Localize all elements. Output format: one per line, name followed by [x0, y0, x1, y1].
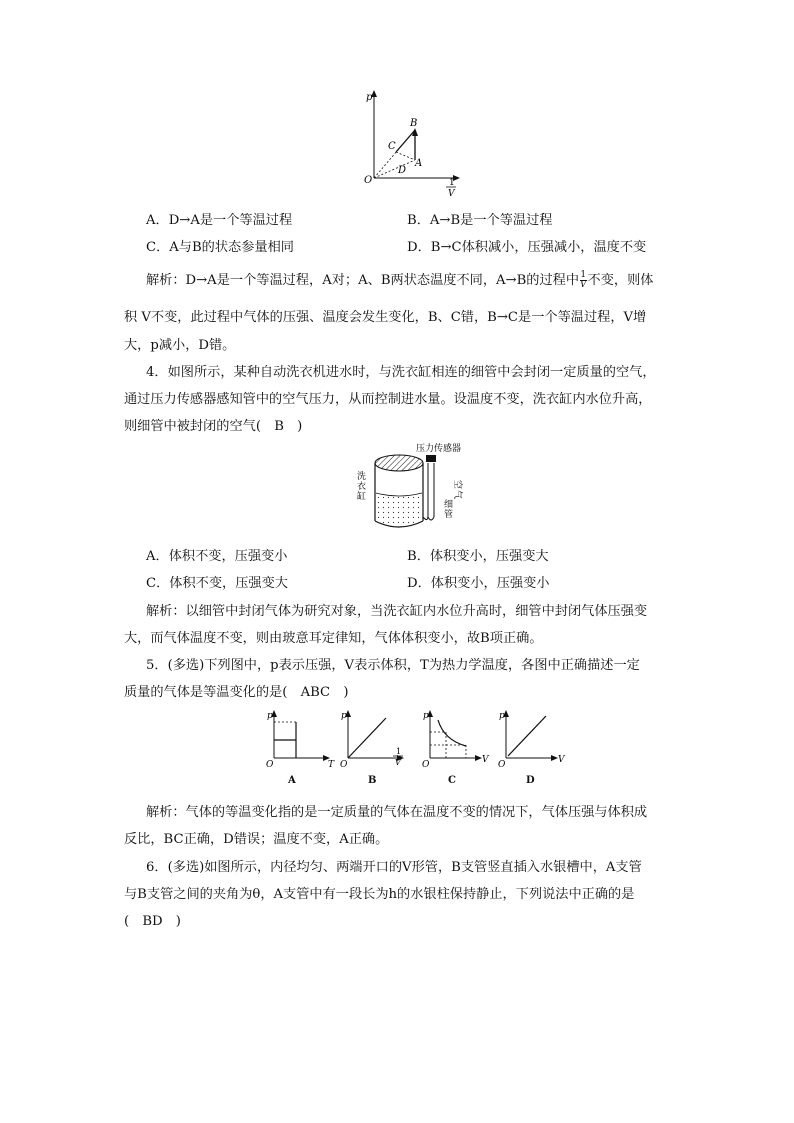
q4-analysis-line: 大，而气体温度不变，则由玻意耳定律知，气体体积变小，故B项正确。 — [124, 631, 543, 646]
q5b-label-one: 1 — [396, 747, 402, 756]
q5c-label-p: p — [423, 711, 429, 721]
q6-stem-line: 与B支管之间的夹角为θ，A支管中有一段长为h的水银柱保持静止，下列说法中正确的是 — [124, 887, 635, 902]
q4-figure — [352, 441, 472, 533]
q4-stem-line: 则细管中被封闭的空气( B ) — [124, 419, 303, 434]
q5-graph-b — [338, 708, 412, 770]
q5-graph-d — [496, 708, 570, 770]
q3-label-p: p — [366, 92, 373, 103]
q5b-label-o: O — [340, 760, 348, 770]
q3-label-v: V — [448, 189, 455, 198]
q5-graph-c — [420, 708, 494, 770]
q4-label-air: 空 — [452, 480, 462, 490]
q4-stem-line: 4．如图所示，某种自动洗衣机进水时，与洗衣缸相连的细管中会封闭一定质量的空气， — [146, 365, 656, 380]
q4-label-tub: 衣 — [357, 482, 367, 492]
q3-analysis-part: 解析：D→A是一个等温过程，A对；A、B两状态温度不同，A→B的过程中 — [146, 273, 580, 288]
q5-graph-a — [264, 708, 338, 770]
q5d-label-o: O — [498, 760, 506, 770]
q3-figure — [358, 88, 468, 198]
q4-label-tub: 缸 — [357, 492, 367, 502]
q3-label-c: C — [388, 141, 396, 152]
inverse-v-fraction: $\frac{1}{V}$ — [580, 270, 587, 290]
q5-caption-d: D — [526, 775, 535, 786]
q4-stem-line: 通过压力传感器感知管中的空气压力，从而控制进水量。设温度不变，洗衣缸内水位升高， — [124, 392, 652, 407]
q3-label-o: O — [364, 175, 373, 186]
q4-label-air: 气 — [452, 490, 462, 500]
q5-caption-b: B — [368, 775, 377, 786]
q4-label-tube: 细 — [444, 500, 454, 510]
q5-caption-a: A — [288, 775, 296, 786]
q4-analysis-line: 解析：以细管中封闭气体为研究对象，当洗衣缸内水位升高时，细管中封闭气体压强变 — [146, 604, 648, 619]
q5b-label-v: V — [395, 758, 401, 767]
q3-analysis-part: 不变，则体 — [587, 273, 654, 288]
q5-stem-line: 质量的气体是等温变化的是( ABC ) — [124, 685, 349, 700]
q3-label-a: A — [415, 158, 423, 169]
q5c-label-o: O — [422, 760, 430, 770]
q5b-label-p: p — [341, 711, 347, 721]
q4-label-sensor: 压力传感器 — [416, 444, 462, 454]
q6-stem-line: ( BD ) — [124, 914, 181, 929]
q5-analysis-line: 反比，BC正确，D错误；温度不变，A正确。 — [124, 832, 389, 847]
q5-caption-c: C — [448, 775, 456, 786]
q5d-label-p: p — [499, 711, 505, 721]
q5c-label-v: V — [482, 755, 489, 765]
q3-label-one: 1 — [449, 178, 455, 188]
q3-label-d: D — [398, 165, 407, 176]
q3-option-d: D．B→C体积减小，压强减小，温度不变 — [407, 240, 647, 255]
q4-label-tube: 管 — [444, 510, 454, 520]
q3-option-a: A．D→A是一个等温过程 — [146, 213, 293, 228]
q5a-label-p: p — [267, 711, 273, 721]
q5d-label-v: V — [558, 755, 565, 765]
q5a-label-o: O — [266, 760, 274, 770]
q5a-label-t: T — [328, 760, 335, 770]
q4-option-c: C．体积不变，压强变大 — [146, 576, 288, 591]
q4-option-d: D．体积变小，压强变小 — [407, 576, 550, 591]
q4-option-a: A．体积不变，压强变小 — [146, 549, 288, 564]
q3-analysis-line: 积 V不变，此过程中气体的压强、温度会发生变化，B、C错，B→C是一个等温过程，V增 — [124, 310, 647, 325]
q4-label-tub: 洗 — [357, 472, 367, 482]
q5-analysis-line: 解析：气体的等温变化指的是一定质量的气体在温度不变的情况下，气体压强与体积成 — [146, 805, 648, 820]
q3-analysis-line — [146, 269, 653, 290]
q3-option-c: C．A与B的状态参量相同 — [146, 240, 294, 255]
q6-stem-line: 6．(多选)如图所示，内径均匀、两端开口的V形管，B支管竖直插入水银槽中，A支管 — [146, 860, 642, 875]
q3-option-b: B．A→B是一个等温过程 — [407, 213, 553, 228]
q3-label-b: B — [410, 118, 418, 129]
q5-stem-line: 5．(多选)下列图中，p表示压强，V表示体积，T为热力学温度，各图中正确描述一定 — [146, 658, 640, 673]
q3-analysis-line: 大，p减小，D错。 — [124, 338, 236, 353]
q4-option-b: B．体积变小，压强变大 — [407, 549, 549, 564]
